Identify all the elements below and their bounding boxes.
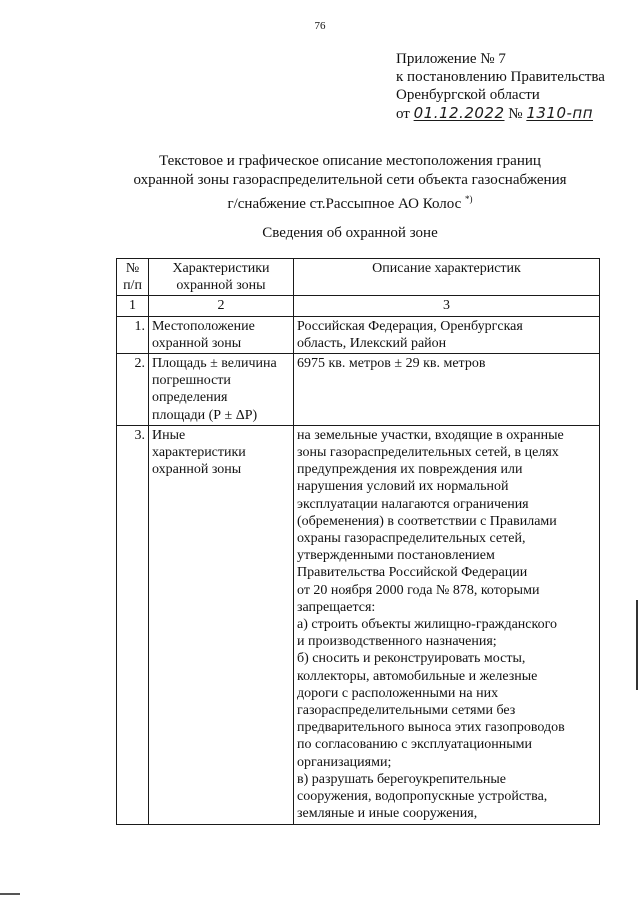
header-description: Описание характеристик bbox=[294, 259, 600, 296]
page-number: 76 bbox=[314, 20, 326, 32]
appendix-date-line bbox=[396, 104, 605, 123]
description-line: предупреждения их повреждения или bbox=[297, 462, 523, 478]
appendix-block bbox=[396, 50, 605, 123]
description-line: организациями; bbox=[297, 754, 392, 770]
description-line: и производственного назначения; bbox=[297, 634, 497, 650]
row-number: 3. bbox=[117, 425, 149, 824]
section-title: Сведения об охранной зоне bbox=[262, 225, 438, 241]
description-line: коллекторы, автомобильные и железные bbox=[297, 668, 538, 684]
description-line: а) строить объекты жилищно-гражданского bbox=[297, 617, 557, 633]
row-characteristic: Площадь ± величина погрешности определения площади (Р ± ΔР) bbox=[149, 354, 294, 426]
description-line: газораспределительными сетями без bbox=[297, 703, 516, 719]
header-num: № п/п bbox=[117, 259, 149, 296]
row-number: 2. bbox=[117, 354, 149, 426]
scan-corner-mark bbox=[0, 893, 20, 895]
description-line: охраны газораспределительных сетей, bbox=[297, 531, 526, 547]
row-number: 1. bbox=[117, 316, 149, 353]
table-header-row bbox=[117, 259, 600, 296]
table-row bbox=[117, 354, 600, 426]
description-line: сооружения, водопропускные устройства, bbox=[297, 789, 548, 805]
description-line: от 20 ноября 2000 года № 878, которыми bbox=[297, 582, 540, 598]
from-label: от bbox=[396, 106, 410, 122]
description-line: на земельные участки, входящие в охранные bbox=[297, 427, 564, 443]
number-label: № bbox=[508, 106, 523, 122]
handwritten-number: 1310-пп bbox=[526, 104, 594, 122]
description-line: зоны газораспределительных сетей, в целях bbox=[297, 445, 559, 461]
row-description bbox=[294, 425, 600, 824]
row-characteristic: Местоположение охранной зоны bbox=[149, 316, 294, 353]
description-line: предварительного выноса этих газопроводов bbox=[297, 720, 565, 736]
scan-edge-mark bbox=[636, 600, 638, 690]
column-number: 2 bbox=[149, 296, 294, 316]
column-number: 3 bbox=[294, 296, 600, 316]
description-line: б) сносить и реконструировать мосты, bbox=[297, 651, 526, 667]
zone-info-table bbox=[116, 258, 600, 825]
description-line: запрещается: bbox=[297, 599, 376, 615]
description-line: по согласованию с эксплуатационными bbox=[297, 737, 532, 753]
row-description: Российская Федерация, Оренбургская область, Илекский район bbox=[294, 316, 600, 353]
description-line: Правительства Российской Федерации bbox=[297, 565, 528, 581]
handwritten-date: 01.12.2022 bbox=[413, 104, 505, 122]
title-line-3 bbox=[0, 190, 640, 214]
title-line-1: Текстовое и графическое описание местоположения границ bbox=[159, 153, 541, 169]
column-number: 1 bbox=[117, 296, 149, 316]
column-numbers-row bbox=[117, 296, 600, 316]
description-line: эксплуатации налагаются ограничения bbox=[297, 496, 529, 512]
title-line-3-text: г/снабжение ст.Рассыпное АО Колос bbox=[227, 196, 462, 212]
appendix-line-1: Приложение № 7 bbox=[396, 51, 506, 67]
title-line-2: охранной зоны газораспределительной сети объекта газоснабжения bbox=[133, 172, 567, 188]
row-characteristic: Иные характеристики охранной зоны bbox=[149, 425, 294, 824]
header-characteristic: Характеристики охранной зоны bbox=[149, 259, 294, 296]
description-line: утвержденными постановлением bbox=[297, 548, 495, 564]
table-row bbox=[117, 316, 600, 353]
description-line: нарушения условий их нормальной bbox=[297, 479, 509, 495]
description-line: в) разрушать берегоукрепительные bbox=[297, 771, 507, 787]
appendix-line-2: к постановлению Правительства bbox=[396, 69, 605, 85]
appendix-line-3: Оренбургской области bbox=[396, 87, 540, 103]
description-line: земляные и иные сооружения, bbox=[297, 806, 478, 822]
row-description: 6975 кв. метров ± 29 кв. метров bbox=[294, 354, 600, 426]
description-line: дороги с расположенными на них bbox=[297, 685, 499, 701]
footnote-mark: *) bbox=[465, 194, 473, 204]
document-title bbox=[0, 152, 640, 214]
description-line: (обременения) в соответствии с Правилами bbox=[297, 513, 557, 529]
table-row bbox=[117, 425, 600, 824]
